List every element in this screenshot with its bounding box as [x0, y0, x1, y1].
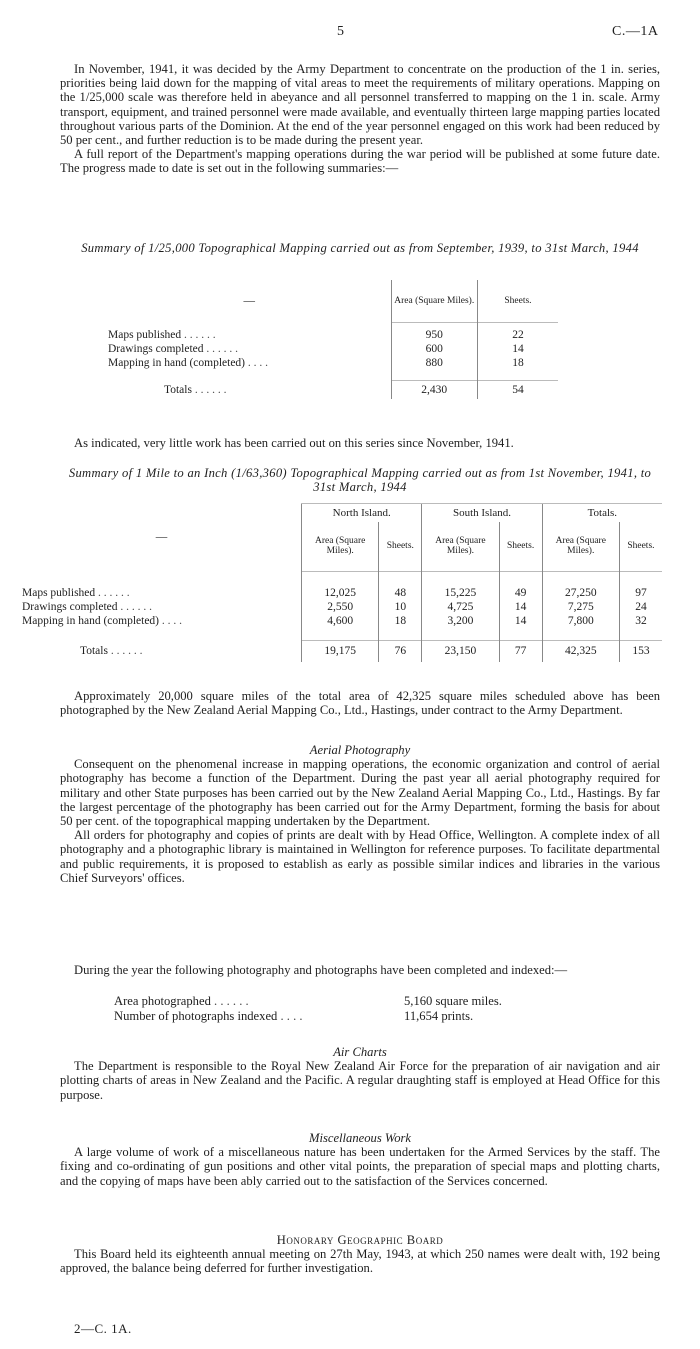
misc-work-section	[60, 1131, 660, 1188]
table2-group-totals: Totals.	[542, 504, 662, 522]
aerial-paragraph-1: Consequent on the phenomenal increase in mapping operations, the economic organization and control of aerial photography has become a function of the Department. During the past year all aerial photography required for military and other State purposes has been carried out by the New Zealand Aerial Mapping Co., Ltd., Hastings. By far the largest percentage of the photography has been carried out for the Army Department, forming the basis for about 50 per cent. of the topographical mapping undertaken by the Department.	[60, 757, 660, 829]
si-area: 4,725	[422, 600, 499, 614]
row-sheets: 22	[512, 329, 524, 341]
leader-dots: . . . . . .	[194, 383, 227, 396]
totals-label: Totals	[80, 645, 108, 657]
si-sheets: 49	[499, 586, 542, 600]
total-area: 27,250	[542, 586, 619, 600]
intro-paragraph-2: A full report of the Department's mapping operations during the war period will be published at some future date. The progress made to date is set out in the following summaries:—	[60, 147, 660, 176]
table2-group-south: South Island.	[422, 504, 542, 522]
misc-paragraph: A large volume of work of a miscellaneous nature has been undertaken for the Armed Services by the staff. The fixing and co-ordinating of gun positions and other vital points, the preparation of special maps and plotting charts, and the copying of maps have been ably carried out to the satisfaction of the Services concerned.	[60, 1145, 660, 1188]
row-label: Drawings completed	[108, 343, 204, 356]
leader-dots: . . . .	[161, 614, 183, 627]
row-label: Mapping in hand (completed)	[108, 357, 246, 370]
leader-dots: . . . . . .	[206, 343, 238, 356]
table2-row	[22, 586, 662, 600]
table2-header-label: —	[155, 531, 168, 544]
misc-heading: Miscellaneous Work	[308, 1131, 412, 1145]
total-sheets: 24	[619, 600, 662, 614]
air-charts-heading: Air Charts	[333, 1045, 387, 1059]
table1-row	[108, 356, 558, 370]
leader-dots: . . . .	[247, 357, 269, 370]
si-sheets: 14	[499, 600, 542, 614]
si-sheets: 77	[499, 640, 542, 662]
air-charts-section	[60, 1045, 660, 1102]
after-table1	[60, 436, 660, 450]
row-label: Drawings completed	[22, 600, 118, 613]
row-label: Maps published	[108, 329, 182, 341]
intro-paragraph-1: In November, 1941, it was decided by the Army Department to concentrate on the production of the 1 in. series, priorities being laid down for the mapping of vital areas to meet the requirements of military operations. Mapping on the 1/25,000 scale was therefore held in abeyance and all personnel transferred to mapping on the 1 in. scale. Army transport, equipment, and trained personnel were made available, and eventually thirteen large mapping parties located throughout various parts of the Dominion. At the end of the year personnel engaged on this work had been reduced by 50 per cent., and further reduction is to be made during the present year.	[60, 62, 660, 148]
table1-title: Summary of 1/25,000 Topographical Mapping carried out as from September, 1939, to 31st March, 1944	[81, 241, 639, 255]
after-table2-text: Approximately 20,000 square miles of the total area of 42,325 square miles scheduled above has been photographed by the New Zealand Aerial Mapping Co., Ltd., Hastings, under contract to the Army Department.	[60, 689, 660, 718]
row-label: Maps published	[22, 586, 96, 599]
ni-area: 2,550	[302, 600, 379, 614]
total-area: 7,275	[542, 600, 619, 614]
total-area: 42,325	[542, 640, 619, 662]
row-sheets: 18	[512, 357, 524, 370]
si-area: 15,225	[422, 586, 499, 600]
page-number: 5	[337, 24, 344, 39]
ni-area: 19,175	[302, 640, 379, 662]
row-area: 880	[391, 356, 477, 370]
table2-sub-area: Area (Square Miles).	[542, 522, 619, 572]
row-area: 950	[391, 328, 477, 342]
footer-signature: 2—C. 1A.	[74, 1321, 132, 1336]
table1-row	[108, 328, 558, 342]
table2-caption	[60, 466, 660, 494]
total-sheets: 153	[619, 640, 662, 662]
leader-dots: . . . . . .	[120, 600, 152, 613]
total-area: 7,800	[542, 614, 619, 628]
table2-row	[22, 614, 662, 628]
ni-area: 12,025	[302, 586, 379, 600]
table1-header-label: —	[243, 294, 255, 307]
table2-sub-sheets: Sheets.	[379, 522, 422, 572]
aerial-paragraph-3: During the year the following photography and photographs have been completed and indexed:—	[74, 963, 568, 977]
stats-row	[114, 994, 502, 1009]
si-area: 23,150	[422, 640, 499, 662]
after-table2	[60, 689, 660, 717]
leader-dots: . . . . . .	[214, 994, 249, 1008]
table1-caption	[60, 241, 660, 255]
table2-totals-row	[22, 640, 662, 662]
row-area: 600	[391, 342, 477, 356]
geographic-board-section	[60, 1233, 660, 1276]
stat-label: Area photographed	[114, 994, 211, 1008]
ni-area: 4,600	[302, 614, 379, 628]
table1-totals-row	[108, 381, 558, 399]
ni-sheets: 76	[379, 640, 422, 662]
board-paragraph: This Board held its eighteenth annual meeting on 27th May, 1943, at which 250 names were dealt with, 192 being approved, the balance being deferred for further investigation.	[60, 1247, 660, 1276]
intro-section	[60, 62, 660, 176]
table2-title: Summary of 1 Mile to an Inch (1/63,360) Topographical Mapping carried out as from 1st November, 1941, to 31st March, 1944	[68, 466, 652, 495]
document-reference: C.—1A	[612, 24, 659, 39]
table-1-mile-mapping	[22, 503, 662, 662]
leader-dots: . . . . . .	[110, 645, 143, 657]
ni-sheets: 10	[379, 600, 422, 614]
table2-sub-sheets: Sheets.	[619, 522, 662, 572]
table1-header-area: Area (Square Miles).	[391, 280, 477, 322]
row-label: Mapping in hand (completed)	[22, 614, 160, 627]
totals-area: 2,430	[391, 381, 477, 399]
stat-value: 5,160 square miles.	[404, 994, 502, 1008]
aerial-indexed-intro	[60, 963, 660, 977]
table1-header-sheets: Sheets.	[504, 295, 532, 306]
air-charts-paragraph: The Department is responsible to the Royal New Zealand Air Force for the preparation of air navigation and air plotting charts of areas in New Zealand and the Pacific. A regular draughting staff is employed at Head Office for this purpose.	[60, 1059, 660, 1102]
table2-sub-sheets: Sheets.	[499, 522, 542, 572]
photography-stats	[114, 994, 502, 1024]
totals-sheets: 54	[477, 381, 558, 399]
table2-row	[22, 600, 662, 614]
after-table1-text: As indicated, very little work has been carried out on this series since November, 1941.	[74, 436, 514, 450]
table2-sub-area: Area (Square Miles).	[302, 522, 379, 572]
aerial-heading: Aerial Photography	[309, 743, 411, 757]
board-heading: Honorary Geographic Board	[276, 1233, 444, 1247]
table1-row	[108, 342, 558, 356]
ni-sheets: 48	[379, 586, 422, 600]
stat-value: 11,654 prints.	[404, 1009, 474, 1024]
leader-dots: . . . . . .	[98, 586, 130, 599]
si-area: 3,200	[422, 614, 499, 628]
stats-row	[114, 1009, 502, 1024]
ni-sheets: 18	[379, 614, 422, 628]
total-sheets: 97	[619, 586, 662, 600]
si-sheets: 14	[499, 614, 542, 628]
aerial-photography-section	[60, 743, 660, 885]
leader-dots: . . . . . .	[184, 329, 216, 341]
table2-group-north: North Island.	[302, 504, 422, 522]
aerial-paragraph-2: All orders for photography and copies of prints are dealt with by Head Office, Wellington. A complete index of all photography and a photographic library is maintained in Wellington for reference purposes. To facilitate departmental and public requirements, it is proposed to establish as early as possible similar indices and libraries in the various Chief Surveyors' offices.	[60, 828, 660, 885]
table-1-25000-mapping	[108, 280, 558, 399]
stat-label: Number of photographs indexed	[114, 1009, 278, 1024]
table2-sub-area: Area (Square Miles).	[422, 522, 499, 572]
leader-dots: . . . .	[280, 1009, 303, 1024]
total-sheets: 32	[619, 614, 662, 628]
totals-label: Totals	[164, 383, 192, 396]
row-sheets: 14	[512, 343, 524, 356]
